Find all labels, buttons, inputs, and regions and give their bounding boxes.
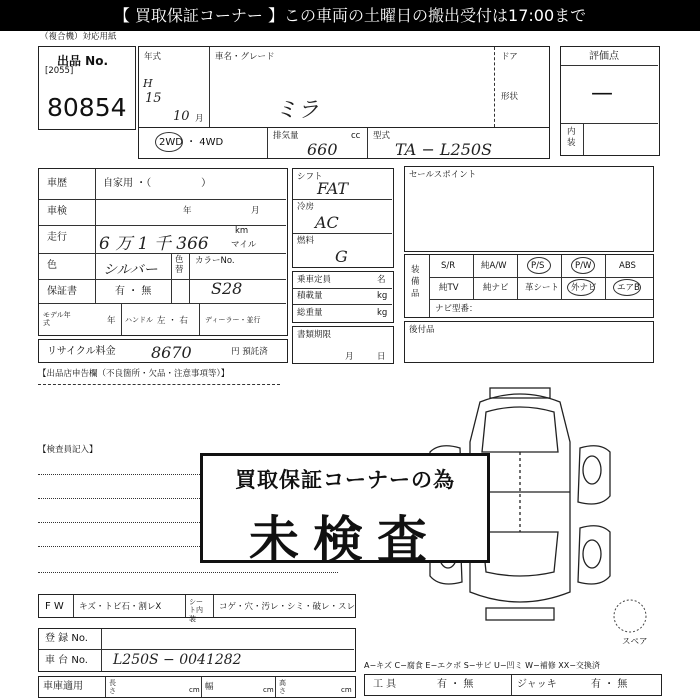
equip-ps-circle [527, 257, 551, 274]
year-model-box [138, 46, 550, 128]
drive-type-box [138, 127, 550, 159]
form-note: （複合機）対応用紙 [40, 32, 117, 42]
spare-tire-icon [610, 596, 650, 636]
model-label: 車名・グレード [215, 52, 275, 62]
sales-point-label: セールスポイント [409, 170, 477, 180]
warranty-label: 保証書 [47, 286, 77, 297]
load-unit: kg [377, 291, 388, 301]
docs-label: 書類期限 [297, 330, 332, 340]
navi-label: ナビ型番： [435, 304, 478, 314]
door-label: ドア [501, 52, 518, 62]
history-box [38, 168, 288, 336]
shift-label: シフト [297, 172, 323, 182]
garage-label: 車庫適用 [43, 681, 83, 692]
equip-pw: P/W [575, 261, 592, 271]
model-year-unit: 年 [107, 316, 116, 326]
fw-text: キズ・トビ石・割レX [79, 602, 162, 612]
drive-circle [155, 132, 183, 152]
equip-pw-circle [571, 257, 595, 274]
equip-aw: 純A/W [481, 261, 507, 271]
jack-value: 有 ・ 無 [591, 679, 628, 690]
height-unit: cm [341, 686, 352, 694]
mileage-label: 走行 [47, 232, 67, 243]
capacity-box [292, 271, 394, 323]
type-value: TA − L250S [395, 140, 493, 159]
model-value: ミラ [275, 98, 320, 123]
year-value: 15 [145, 91, 162, 106]
displacement-label: 排気量 [273, 131, 299, 141]
seat-text: コゲ・穴・汚レ・シミ・破レ・スレ [219, 602, 356, 612]
handle-value: 左 ・ 右 [157, 316, 188, 326]
year-era: H [143, 77, 153, 90]
stamp-box [200, 453, 490, 569]
seat-label: シート内装 [189, 598, 203, 623]
warranty-value: 有 ・ 無 [115, 286, 152, 297]
score-value: — [591, 81, 613, 106]
equip-ext-navi-circle [567, 279, 595, 296]
fuel-value: G [335, 247, 348, 266]
score-box [560, 46, 660, 156]
docs-day-unit: 日 [377, 352, 386, 362]
cc-unit: cc [351, 131, 361, 141]
weight-label: 総重量 [297, 308, 323, 318]
length-label: 長さ [109, 679, 116, 695]
specs-box [292, 168, 394, 268]
inspection-year-unit: 年 [183, 206, 192, 216]
registration-box [38, 628, 356, 672]
tools-box [364, 674, 662, 696]
ac-label: 冷房 [297, 202, 315, 212]
tools-label: 工 具 [373, 679, 397, 690]
capacity-label: 乗車定員 [297, 275, 332, 285]
type-label: 型式 [373, 131, 391, 141]
lot-number-box [38, 46, 136, 130]
equip-leather: 革シート [525, 283, 560, 293]
height-label: 高さ [279, 679, 286, 695]
model-year-label: モデル年式 [43, 311, 71, 328]
damage-legend: A−キズ C−腐食 E−エクボ S−サビ U−凹ミ W−補修 XX−交換済 [364, 661, 600, 670]
interior-label: 内装 [567, 127, 576, 149]
garage-box [38, 676, 356, 698]
equipment-box [404, 254, 654, 318]
equip-ext-navi: 外ナビ [571, 283, 597, 293]
equip-airbag: エアB [617, 283, 640, 293]
fw-label: F W [45, 601, 64, 612]
capacity-unit: 名 [377, 275, 386, 285]
tools-value: 有 ・ 無 [437, 679, 474, 690]
width-label: 幅 [205, 682, 214, 692]
color-no-value: S28 [211, 279, 243, 298]
inspection-label: 車検 [47, 206, 67, 217]
recycle-unit: 円 預託済 [231, 347, 268, 357]
inspection-month-unit: 月 [251, 206, 260, 216]
aftermarket-label: 後付品 [409, 325, 435, 335]
shift-value: FAT [317, 179, 349, 198]
width-unit: cm [263, 686, 274, 694]
recycle-label: リサイクル料金 [47, 346, 116, 357]
ac-value: AC [315, 213, 339, 232]
chassis-label: 車 台 No. [45, 655, 88, 666]
weight-unit: kg [377, 308, 388, 318]
recycle-box [38, 339, 288, 363]
jack-label: ジャッキ [517, 679, 557, 690]
stamp-title: 未検査 [249, 510, 441, 569]
length-unit: cm [189, 686, 200, 694]
fw-row [38, 594, 356, 623]
dealer-label: ディーラー・並行 [205, 316, 261, 324]
equip-sr: S/R [441, 261, 456, 271]
equip-ps: P/S [531, 261, 545, 271]
spare-label: スペア [622, 637, 648, 647]
year-label: 年式 [144, 52, 162, 62]
inspector-label: 【検査員記入】 [38, 445, 98, 455]
displacement-value: 660 [307, 140, 338, 159]
month-unit: 月 [195, 114, 204, 124]
history-label: 車歴 [47, 178, 67, 189]
docs-box [292, 326, 394, 364]
equip-navi: 純ナビ [483, 283, 509, 293]
recycle-value: 8670 [151, 343, 192, 362]
color-change-label: 色替 [175, 255, 184, 276]
drive-label: 2WD ・ 4WD [159, 137, 224, 148]
handle-label: ハンドル [125, 316, 153, 324]
mileage-value: 6 万 1 千 366 [99, 234, 209, 254]
chassis-value: L250S − 0041282 [113, 652, 242, 668]
sales-point-box [404, 166, 654, 252]
equipment-label: 装備品 [411, 265, 420, 299]
equip-tv: 純TV [439, 283, 459, 293]
stamp-subtitle: 買取保証コーナーの為 [235, 468, 455, 492]
mile-unit: マイル [231, 240, 257, 250]
registration-label: 登 録 No. [45, 633, 88, 644]
lot-sub: [2055] [45, 66, 74, 76]
docs-month-unit: 月 [345, 352, 354, 362]
banner-title: 【 買取保証コーナー 】この車両の土曜日の搬出受付は17:00まで [0, 0, 700, 31]
aftermarket-box [404, 321, 654, 363]
equip-airbag-circle [613, 279, 641, 296]
color-label: 色 [47, 260, 57, 271]
fuel-label: 燃料 [297, 236, 315, 246]
km-unit: km [235, 226, 249, 236]
lot-label: 出品 No. [57, 54, 109, 68]
month-value: 10 [173, 109, 190, 124]
color-value: シルバー [103, 262, 158, 278]
color-no-label: カラーNo. [195, 256, 235, 266]
seller-notes-label: 【出品店申告欄（不良箇所・欠品・注意事項等）】 [38, 369, 230, 379]
equip-abs: ABS [619, 261, 636, 271]
score-label: 評価点 [589, 51, 619, 62]
load-label: 積載量 [297, 291, 323, 301]
shape-label: 形状 [501, 92, 519, 102]
history-value: 自家用 ・（ ） [103, 178, 212, 189]
lot-number: 80854 [47, 93, 127, 122]
